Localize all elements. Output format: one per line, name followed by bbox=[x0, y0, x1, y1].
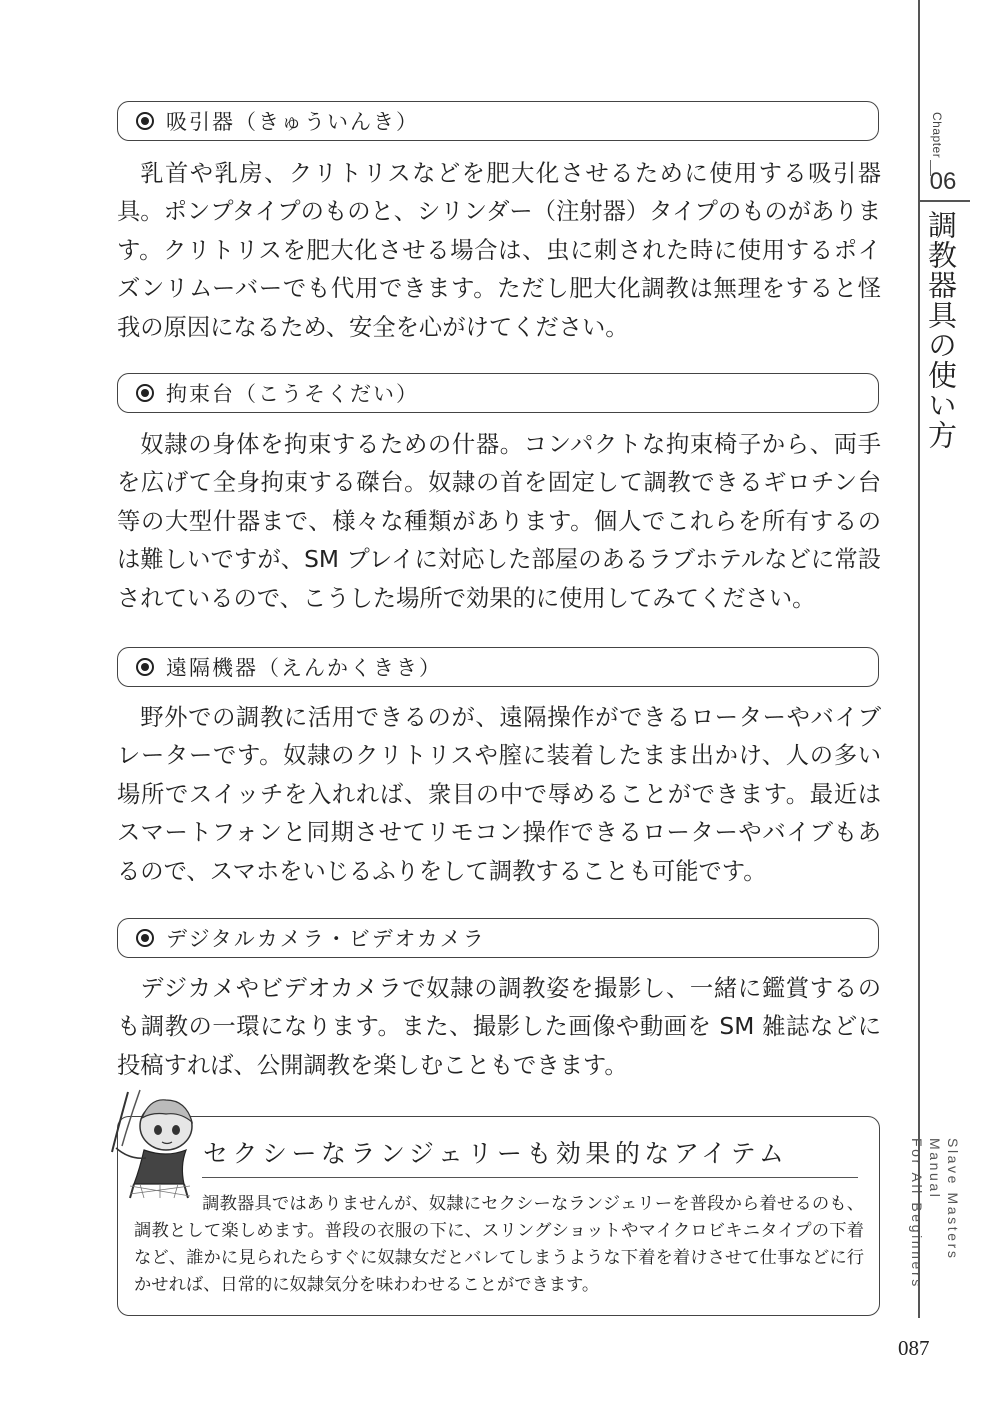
section-body: 奴隷の身体を拘束するための什器。コンパクトな拘束椅子から、両手を広げて全身拘束する磔台。奴隷の首を固定して調教できるギロチン台等の大型什器まで、様々な種類があります。個人でこれらを所有するのは難しいですが、SM プレイに対応した部屋のあるラブホテルなどに常設されているので、こうした場所で効果的に使用してみてください。 bbox=[117, 431, 881, 612]
section-heading bbox=[117, 918, 879, 958]
section-heading-text: デジタルカメラ・ビデオカメラ bbox=[166, 927, 486, 951]
circle-bullet-icon bbox=[136, 658, 154, 676]
section-heading bbox=[117, 647, 879, 687]
section-body: 野外での調教に活用できるのが、遠隔操作ができるローターやバイブレーターです。奴隷のクリトリスや膣に装着したまま出かけ、人の多い場所でスイッチを入れれば、衆目の中で辱めることができます。最近はスマートフォンと同期させてリモコン操作できるローターやバイブもあるので、スマホをいじるふりをして調教することも可能です。 bbox=[117, 704, 881, 885]
chapter-title: 調教器具の使い方 bbox=[924, 210, 958, 450]
circle-bullet-icon bbox=[136, 384, 154, 402]
series-line-2: For All Beginners bbox=[909, 1138, 925, 1289]
column-title-rule bbox=[202, 1177, 858, 1178]
circle-bullet-icon bbox=[136, 112, 154, 130]
section-body: 乳首や乳房、クリトリスなどを肥大化させるために使用する吸引器具。ポンプタイプのものと、シリンダー（注射器）タイプのものがあります。クリトリスを肥大化させる場合は、虫に刺された時に使用するポイズンリムーバーでも代用できます。ただし肥大化調教は無理をすると怪我の原因になるため、安全を心がけてください。 bbox=[117, 160, 881, 341]
section-heading bbox=[117, 373, 879, 413]
page-number: 087 bbox=[898, 1336, 930, 1360]
chapter-divider bbox=[918, 200, 970, 202]
circle-bullet-icon bbox=[136, 929, 154, 947]
series-line-1: Slave Masters Manual bbox=[927, 1138, 961, 1261]
section-heading-text: 拘束台（こうそくだい） bbox=[166, 382, 419, 406]
series-title bbox=[909, 1138, 962, 1318]
section-heading-text: 吸引器（きゅういんき） bbox=[166, 110, 419, 134]
column-title: セクシーなランジェリーも効果的なアイテム bbox=[203, 1139, 789, 1168]
section-heading-text: 遠隔機器（えんかくきき） bbox=[166, 656, 442, 680]
chapter-label: Chapter bbox=[930, 112, 944, 159]
side-vertical-rule bbox=[918, 0, 920, 1318]
column-body-text: 調教器具ではありませんが、奴隷にセクシーなランジェリーを普段から着せるのも、調教として楽しめます。普段の衣服の下に、スリングショットやマイクロビキニタイプの下着など、誰かに見られたらすぐに奴隷女だとバレてしまうような下着を着けさせて仕事などに行かせれば、日常的に奴隷気分を味わわせることができます。 bbox=[134, 1194, 864, 1295]
mascot-illustration bbox=[100, 1088, 212, 1200]
chapter-number: 06 bbox=[929, 168, 957, 195]
section-heading bbox=[117, 101, 879, 141]
column-body bbox=[134, 1191, 864, 1299]
section-body: デジカメやビデオカメラで奴隷の調教姿を撮影し、一緒に鑑賞するのも調教の一環になります。また、撮影した画像や動画を SM 雑誌などに投稿すれば、公開調教を楽しむこともできます。 bbox=[117, 975, 881, 1079]
